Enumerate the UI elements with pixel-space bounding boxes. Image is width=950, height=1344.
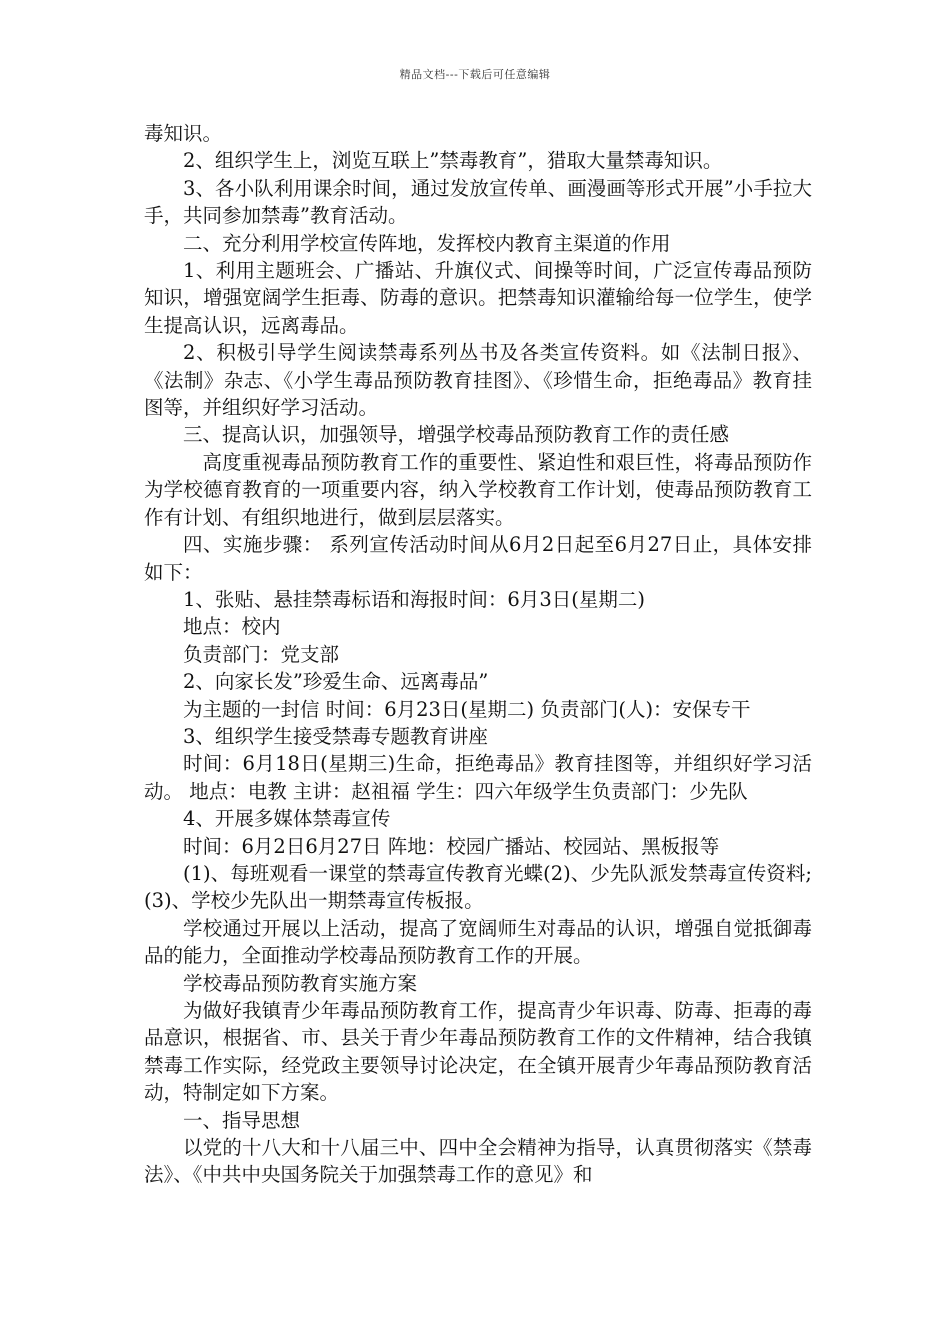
paragraph: 3、组织学生接受禁毒专题教育讲座: [183, 724, 488, 748]
document-body: [144, 120, 812, 1189]
section-heading: 二、充分利用学校宣传阵地，发挥校内教育主渠道的作用: [183, 231, 671, 255]
paragraph: 学校通过开展以上活动，提高了宽阔师生对毒品的认识，增强自觉抵御毒品的能力，全面推动学校毒品预防教育工作的开展。: [144, 916, 812, 968]
section-heading: 一、指导思想: [183, 1108, 301, 1132]
page-header: 精品文档---下载后可任意编辑: [399, 68, 551, 81]
paragraph: 毒知识。: [144, 122, 223, 145]
paragraph: 地点：校内: [183, 615, 281, 639]
paragraph: 为做好我镇青少年毒品预防教育工作，提高青少年识毒、防毒、拒毒的毒品意识，根据省、市、县关于青少年毒品预防教育工作的文件精神，结合我镇禁毒工作实际，经党政主要领导讨论决定，在全镇开展青少年毒品预防教育活动，特制定如下方案。: [144, 999, 812, 1105]
paragraph: 以党的十八大和十八届三中、四中全会精神为指导，认真贯彻落实《禁毒法》、《中共中央国务院关于加强禁毒工作的意见》和: [144, 1136, 812, 1187]
paragraph: (1)、每班观看一课堂的禁毒宣传教育光蝶(2)、少先队派发禁毒宣传资料;(3)、学校少先队出一期禁毒宣传板报。: [144, 861, 812, 913]
paragraph: 1、张贴、悬挂禁毒标语和海报时间：6月3日(星期二): [183, 587, 645, 611]
document-title: 学校毒品预防教育实施方案: [183, 971, 418, 995]
paragraph: 1、利用主题班会、广播站、升旗仪式、间操等时间，广泛宣传毒品预防知识，增强宽阔学生拒毒、防毒的意识。把禁毒知识灌输给每一位学生，使学生提高认识，远离毒品。: [144, 259, 812, 337]
section-heading: 四、实施步骤： 系列宣传活动时间从6月2日起至6月27日止，具体安排如下：: [144, 533, 812, 584]
paragraph: 2、积极引导学生阅读禁毒系列丛书及各类宣传资料。如《法制日报》、《法制》杂志、《小学生毒品预防教育挂图》、《珍惜生命，拒绝毒品》教育挂图等，并组织好学习活动。: [144, 341, 812, 420]
paragraph: 2、向家长发”珍爱生命、远离毒品”: [183, 670, 489, 694]
paragraph: 2、组织学生上，浏览互联上”禁毒教育”，猎取大量禁毒知识。: [183, 149, 723, 173]
paragraph: 时间：6月2日6月27日 阵地：校园广播站、校园站、黑板报等: [183, 834, 720, 858]
paragraph: 负责部门：党支部: [183, 642, 340, 666]
section-heading: 三、提高认识，加强领导，增强学校毒品预防教育工作的责任感: [183, 423, 730, 447]
paragraph: 4、开展多媒体禁毒宣传: [183, 807, 391, 831]
paragraph: 为主题的一封信 时间：6月23日(星期二) 负责部门(人)：安保专干: [183, 697, 751, 721]
paragraph: 时间：6月18日(星期三)生命，拒绝毒品》教育挂图等，并组织好学习活动。 地点：电教 主讲：赵祖福 学生：四六年级学生负责部门：少先队: [144, 752, 812, 803]
paragraph: 3、各小队利用课余时间，通过发放宣传单、画漫画等形式开展”小手拉大手，共同参加禁毒”教育活动。: [144, 176, 812, 228]
paragraph: 高度重视毒品预防教育工作的重要性、紧迫性和艰巨性，将毒品预防作为学校德育教育的一项重要内容，纳入学校教育工作计划，使毒品预防教育工作有计划、有组织地进行，做到层层落实。: [144, 450, 812, 529]
